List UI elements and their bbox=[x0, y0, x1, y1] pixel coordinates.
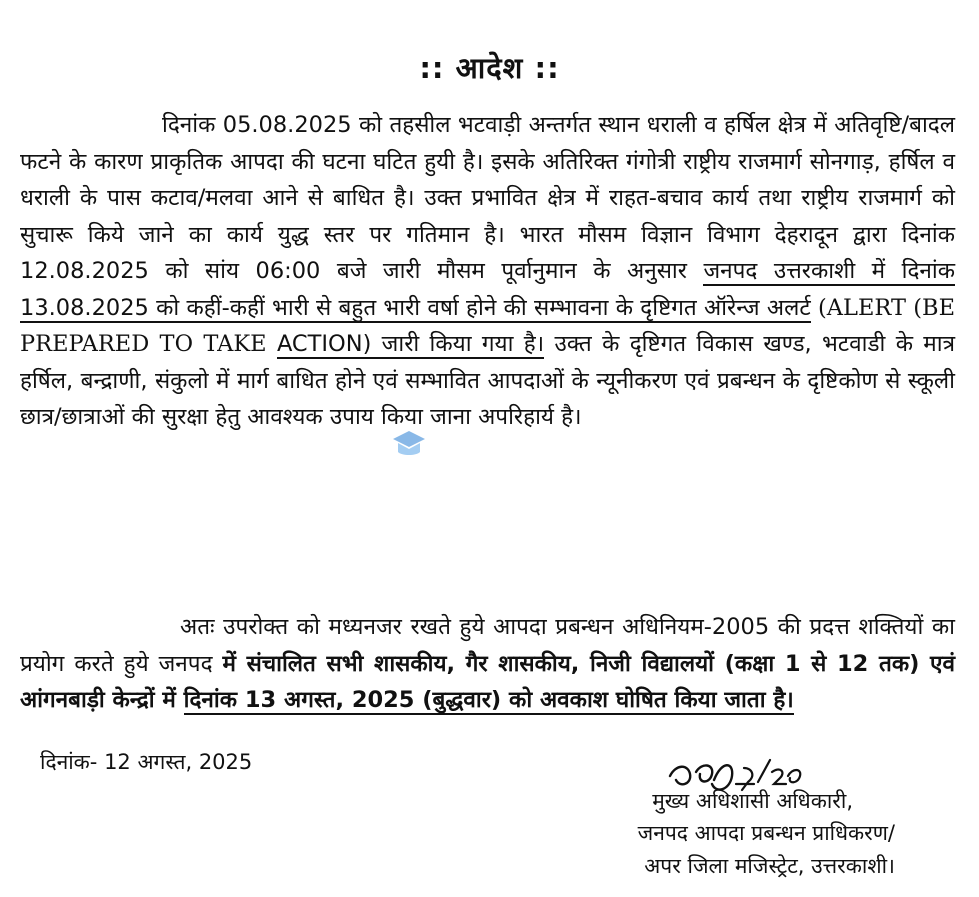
paragraph2-bold-holiday-date: दिनांक 13 अगस्त, 2025 (बुद्धवार) को अवकाश घोषित किया जाता है। bbox=[183, 687, 794, 713]
paragraph1-text-b: (ALERT (BE PREPARED TO TAKE bbox=[20, 294, 955, 357]
paragraph2-bold-schools: में संचालित सभी शासकीय, गैर शासकीय, निजी विद्यालयों (कक्षा 1 से 12 तक) एवं आंगनबाड़ी केन्द्रों में bbox=[20, 650, 955, 713]
paragraph1-underlined-issued: ACTION) जारी किया गया है। bbox=[276, 331, 545, 357]
paragraph-holiday-order bbox=[20, 609, 955, 719]
paragraph1-underlined-alert: जनपद उत्तरकाशी में दिनांक 13.08.2025 को कहीं-कहीं भारी से बहुत भारी वर्षा होने की सम्भावना के दृष्टिगत ऑरेन्ज अलर्ट bbox=[20, 258, 955, 321]
signatory-office: अपर जिला मजिस्ट्रेट, उत्तरकाशी। bbox=[644, 854, 895, 878]
paragraph1-text-a: दिनांक 05.08.2025 को तहसील भटवाड़ी अन्तर्गत स्थान धराली व हर्षिल क्षेत्र में अतिवृष्टि/बादल फटने के कारण प्राकृतिक आपदा की घटना घटित हुयी है। इसके अतिरिक्त गंगोत्री राष्ट्रीय राजमार्ग सोनगाड़, हर्षिल व धराली के पास कटाव/मलवा आने से बाधित है। उक्त प्रभावित क्षेत्र में राहत-बचाव कार्य तथा राष्ट्रीय राजमार्ग को सुचारू किये जाने का कार्य युद्ध स्तर पर गतिमान है। भारत मौसम विज्ञान विभाग देहरादून द्वारा दिनांक 12.08.2025 को सांय 06:00 बजे जारी मौसम पूर्वानुमान के अनुसार bbox=[20, 112, 955, 284]
document-title: :: आदेश :: bbox=[419, 51, 560, 85]
order-date: दिनांक- 12 अगस्त, 2025 bbox=[40, 750, 253, 774]
signatory-designation: मुख्य अधिशासी अधिकारी, bbox=[652, 789, 853, 813]
paragraph2-text-a: अतः उपरोक्त को मध्यनजर रखते हुये आपदा प्रबन्धन अधिनियम-2005 की प्रदत्त शक्तियों का प्रयोग करते हुये जनपद bbox=[20, 614, 955, 677]
watermark-logo-icon bbox=[390, 428, 428, 460]
paragraph1-text-c: उक्त के दृष्टिगत विकास खण्ड, भटवाडी के मात्र हर्षिल, बन्द्राणी, संकुलो में मार्ग बाधित होने एवं सम्भावित आपदाओं के न्यूनीकरण एवं प्रबन्धन के दृष्टिकोण से स्कूली छात्र/छात्राओं की सुरक्षा हेतु आवश्यक उपाय किया जाना अपरिहार्य है। bbox=[20, 331, 956, 430]
signatory-authority: जनपद आपदा प्रबन्धन प्राधिकरण/ bbox=[637, 821, 895, 845]
paragraph-incident-and-alert bbox=[20, 107, 955, 436]
